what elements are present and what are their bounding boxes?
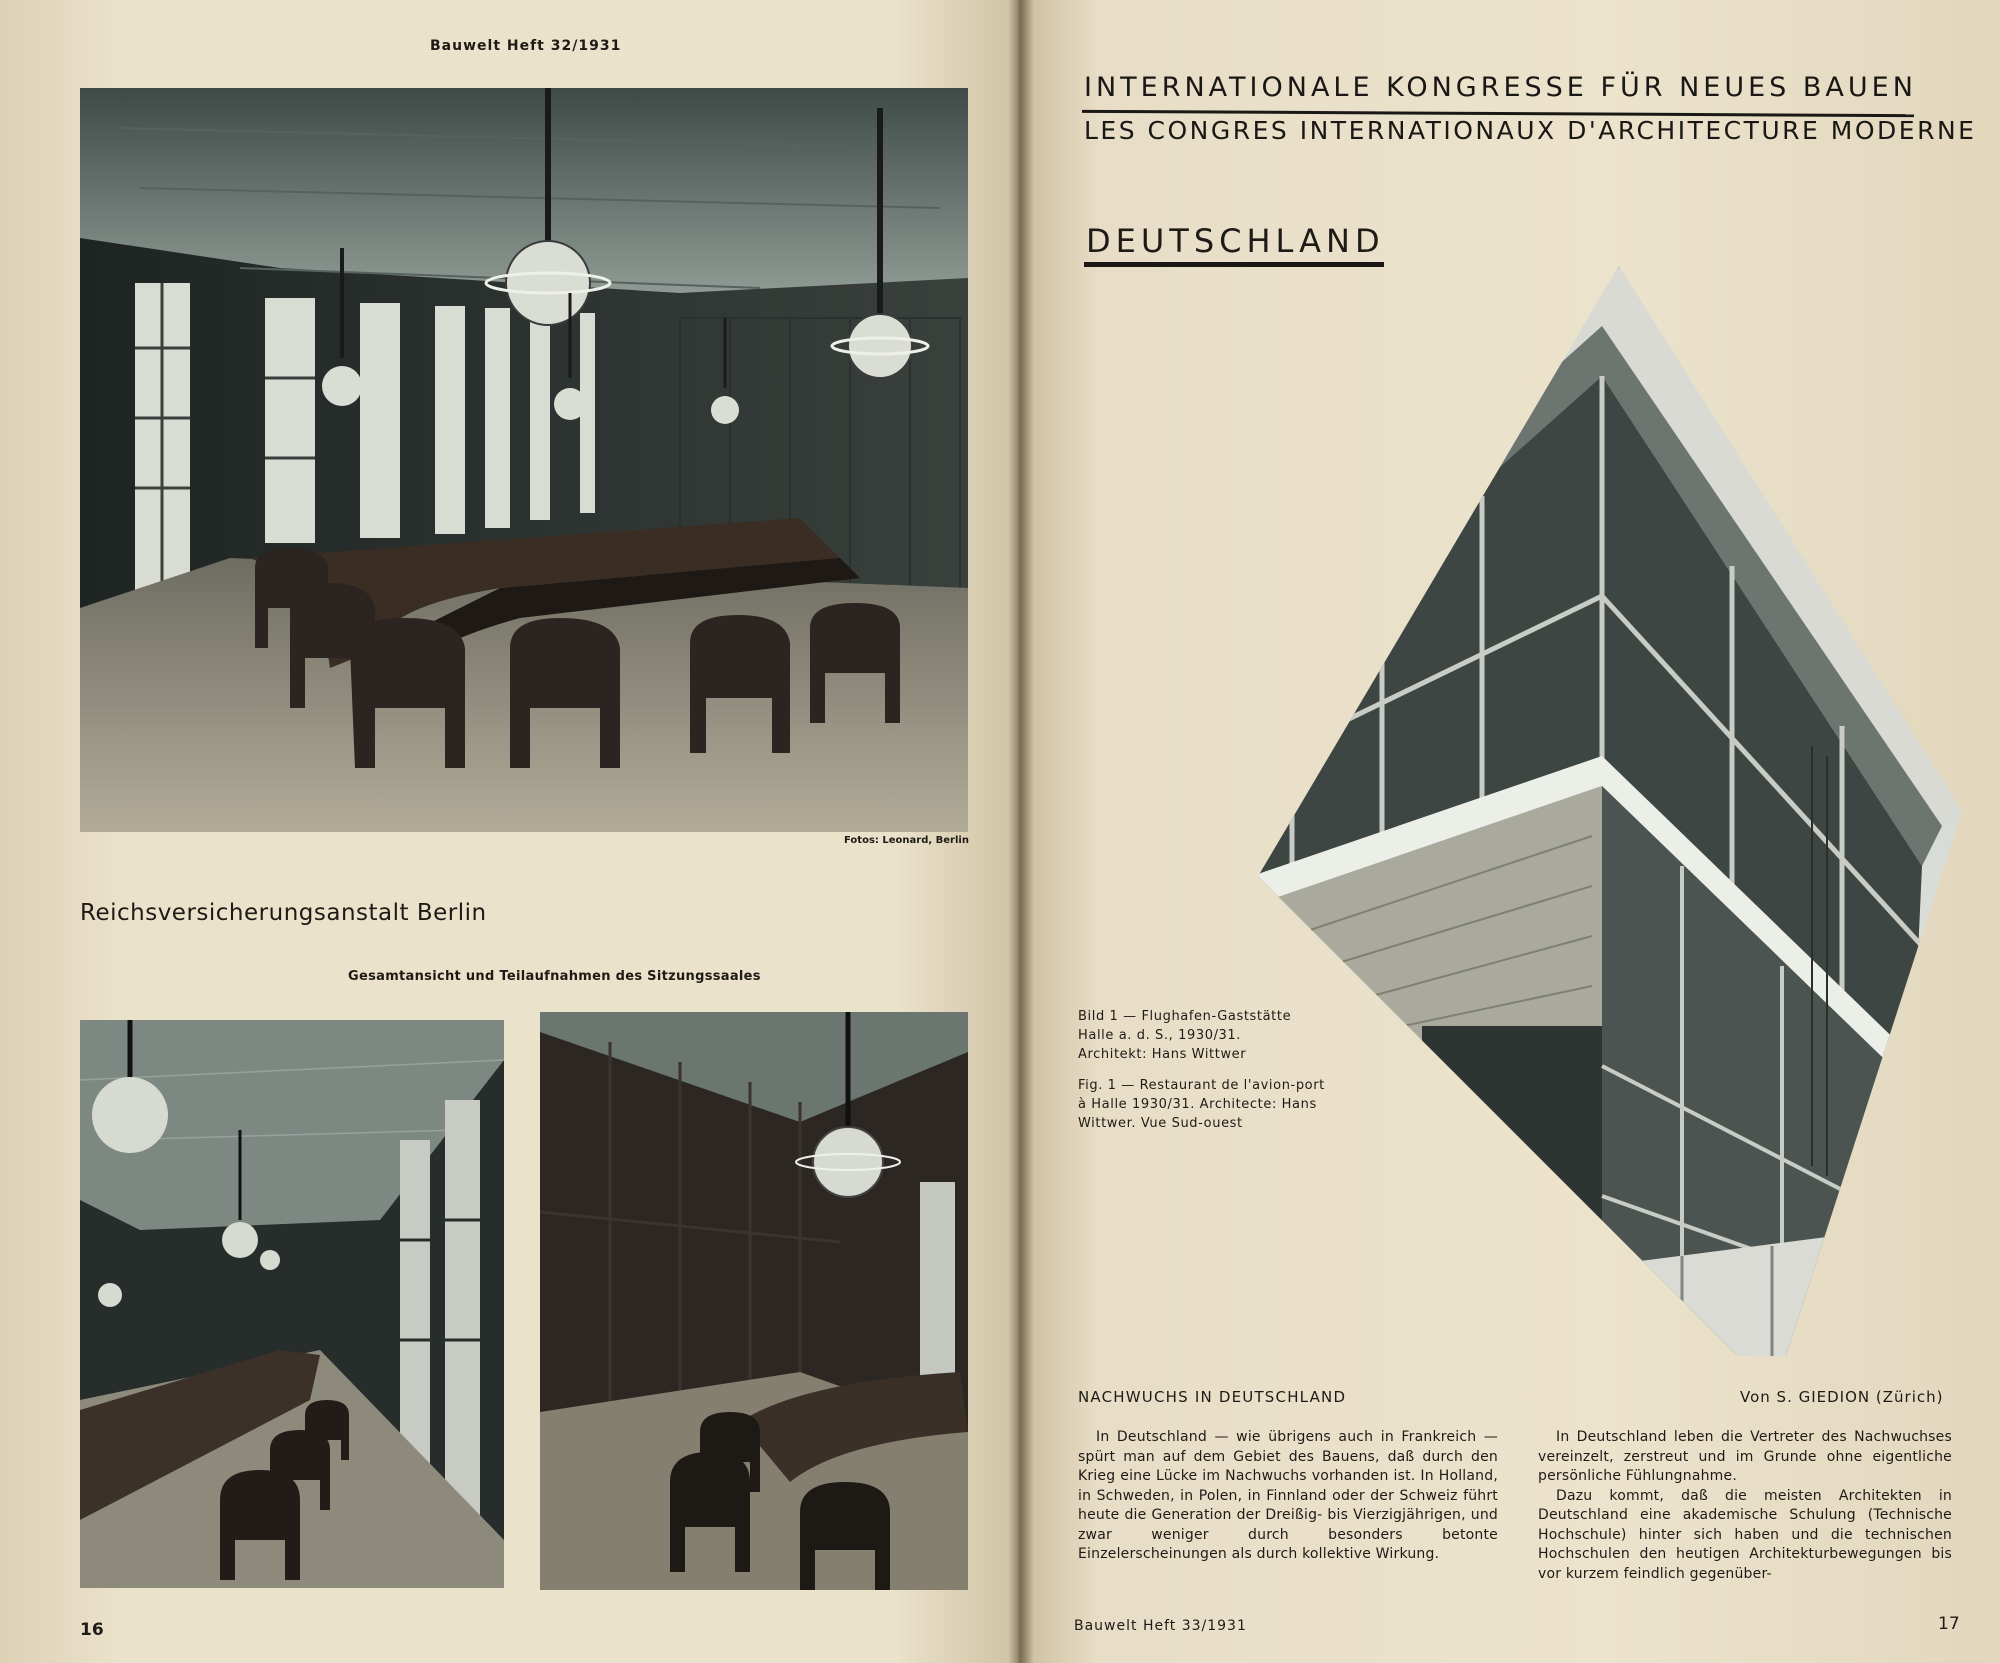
photo-subtitle: Gesamtansicht und Teilaufnahmen des Sitzungssaales xyxy=(348,969,761,984)
book-gutter xyxy=(1008,0,1034,1663)
congress-line-german: INTERNATIONALE KONGRESSE FÜR NEUES BAUEN xyxy=(1084,72,1917,103)
caption-french xyxy=(1078,1076,1325,1133)
sitzungssaal-long-view-photo xyxy=(80,1020,504,1588)
right-page-number: 17 xyxy=(1938,1614,1960,1634)
column-1-paragraph: In Deutschland — wie übrigens auch in Frankreich — spürt man auf dem Gebiet des Bauens, daß durch den Krieg eine Lücke im Nachwuchs vorhanden ist. In Holland, in Schweden, in Polen, in Finnland oder der Schweiz führt heute die Generation der Dreißig- bis Vierzigjährigen, und zwar weniger durch besonders betonte Einzelerscheinungen als durch kollektive Wirkung. xyxy=(1078,1429,1498,1562)
caption-fr-line-2: à Halle 1930/31. Architecte: Hans xyxy=(1078,1097,1317,1112)
left-running-head: Bauwelt Heft 32/1931 xyxy=(430,38,622,54)
caption-de-line-1: Bild 1 — Flughafen-Gaststätte xyxy=(1078,1009,1292,1024)
right-page xyxy=(1022,0,2000,1663)
article-heading: NACHWUCHS IN DEUTSCHLAND xyxy=(1078,1388,1347,1406)
caption-german xyxy=(1078,1007,1291,1064)
article-column-2 xyxy=(1538,1428,1952,1584)
caption-fr-line-1: Fig. 1 — Restaurant de l'avion-port xyxy=(1078,1078,1325,1093)
photo-credit: Fotos: Leonard, Berlin xyxy=(844,835,969,846)
right-running-foot: Bauwelt Heft 33/1931 xyxy=(1074,1618,1247,1634)
article-byline: Von S. GIEDION (Zürich) xyxy=(1740,1388,1944,1406)
congress-line-french: LES CONGRES INTERNATIONAUX D'ARCHITECTURE MODERNE xyxy=(1084,116,1977,145)
building-title: Reichsversicherungsanstalt Berlin xyxy=(80,900,487,926)
country-underline xyxy=(1084,262,1384,267)
caption-de-line-3: Architekt: Hans Wittwer xyxy=(1078,1047,1247,1062)
sitzungssaal-main-photo xyxy=(80,88,968,832)
caption-fr-line-3: Wittwer. Vue Sud-ouest xyxy=(1078,1116,1243,1131)
flughafen-gaststaette-photo xyxy=(1082,266,1962,1356)
country-heading: DEUTSCHLAND xyxy=(1086,222,1385,260)
left-page-number: 16 xyxy=(80,1620,104,1640)
sitzungssaal-corner-photo xyxy=(540,1012,968,1590)
column-2-paragraph-1: In Deutschland leben die Vertreter des Nachwuchses vereinzelt, zerstreut und im Grunde ohne eigentliche persönliche Fühlungnahme. xyxy=(1538,1429,1952,1484)
article-column-1 xyxy=(1078,1428,1498,1565)
caption-de-line-2: Halle a. d. S., 1930/31. xyxy=(1078,1028,1242,1043)
column-2-paragraph-2: Dazu kommt, daß die meisten Architekten in Deutschland eine akademische Schulung (Technische Hochschule) hinter sich haben und die technischen Hochschulen den heutigen Architekturbewegungen bis vor kurzem feindlich gegenüber- xyxy=(1538,1487,1952,1582)
